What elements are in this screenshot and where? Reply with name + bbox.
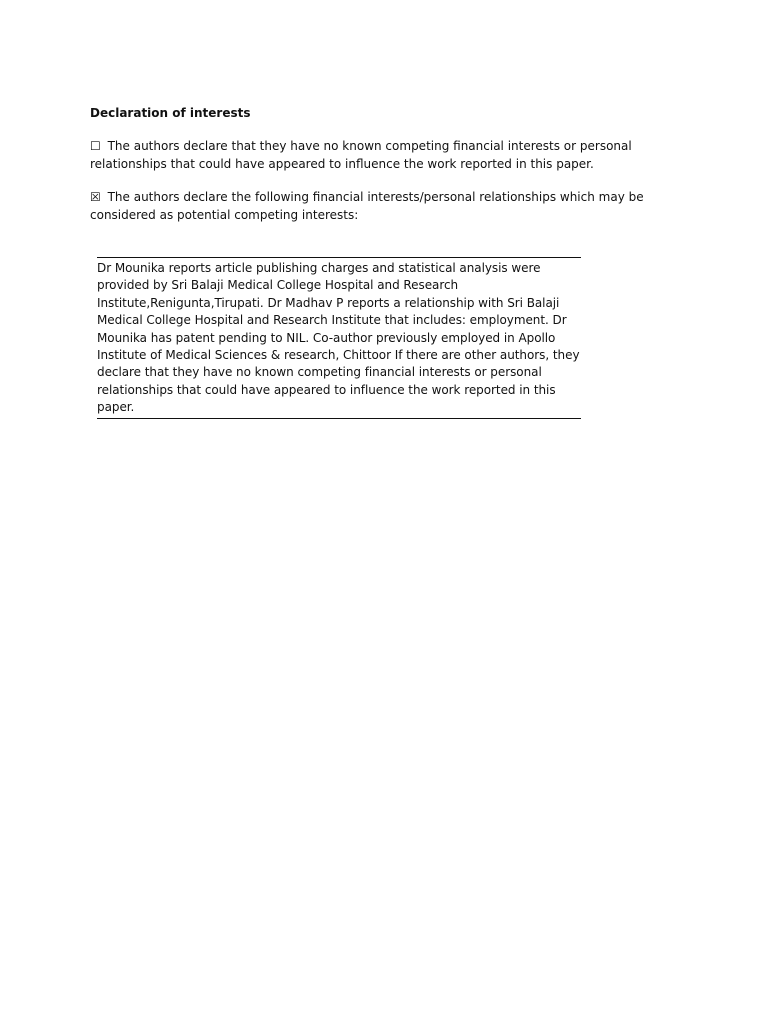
section-heading: Declaration of interests [90, 106, 251, 120]
declaration-section [90, 104, 680, 240]
option-competing-interests [90, 189, 680, 224]
checked-checkbox-icon[interactable]: ☒ [90, 190, 101, 204]
unchecked-checkbox-icon[interactable]: ☐ [90, 139, 101, 153]
option-competing-interests-text: The authors declare the following financial interests/personal relationships which may be considered as potential competing interests: [90, 190, 644, 222]
competing-interests-statement: Dr Mounika reports article publishing charges and statistical analysis were provided by Sri Balaji Medical College Hospital and Research Institute,Renigunta,Tirupati. Dr Madhav P reports a relationship with Sri Balaji Medical College Hospital and Research Institute that includes: employment. Dr Mounika has patent pending to NIL. Co-author previously employed in Apollo Institute of Medical Sciences & research, Chittoor If there are other authors, they declare that they have no known competing financial interests or personal relationships that could have appeared to influence the work reported in this paper. [97, 261, 580, 415]
option-no-competing-interests-text: The authors declare that they have no known competing financial interests or personal relationships that could have appeared to influence the work reported in this paper. [90, 139, 632, 171]
competing-interests-statement-box [97, 257, 581, 419]
option-no-competing-interests [90, 138, 680, 173]
